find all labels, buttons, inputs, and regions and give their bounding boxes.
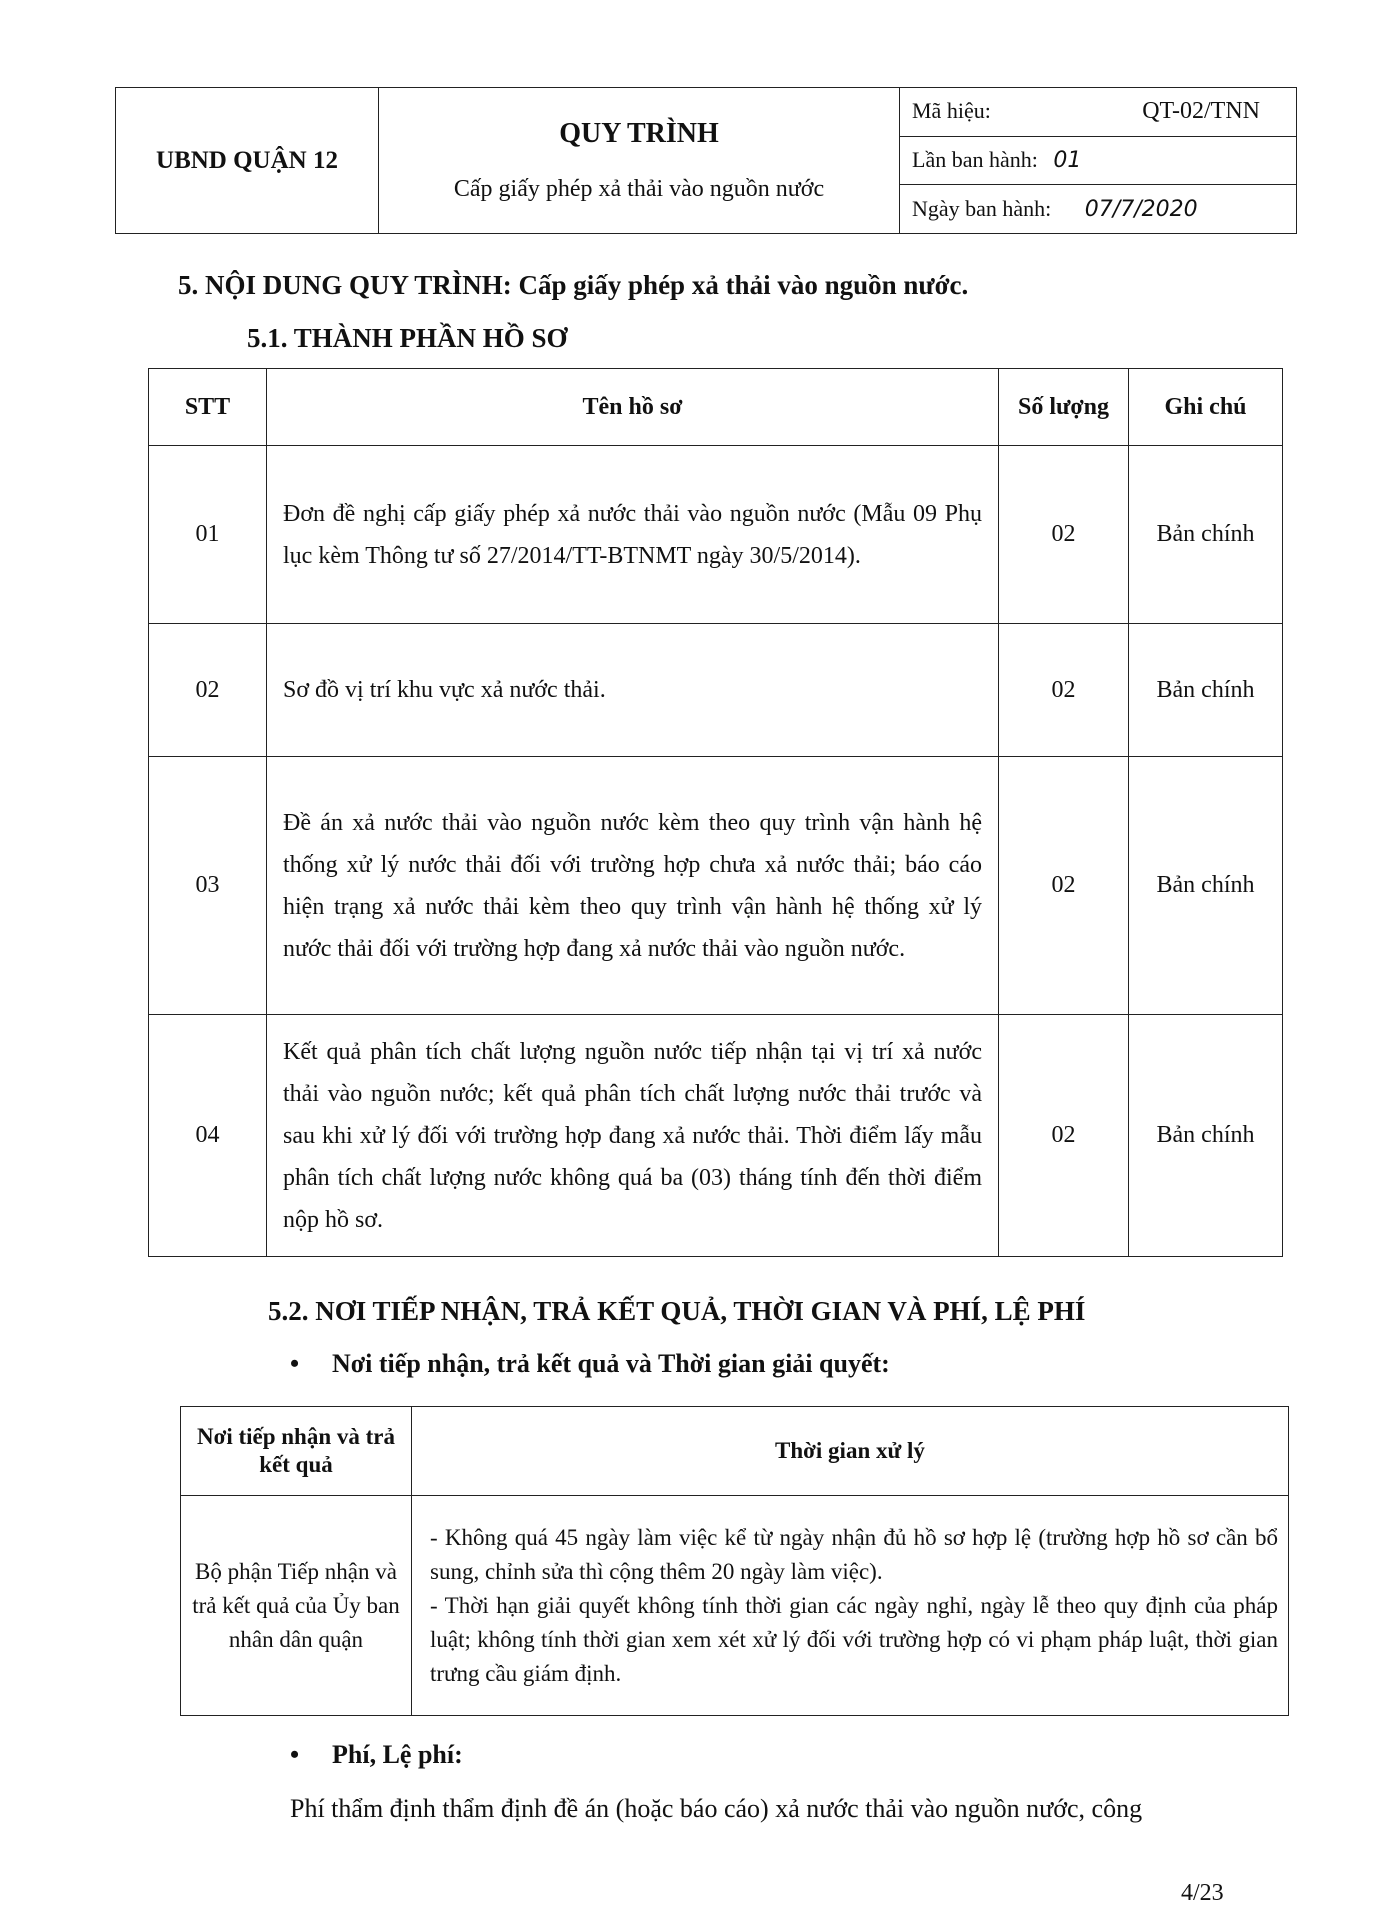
code-cell (900, 88, 1297, 137)
bullet-dot-icon: • (290, 1349, 300, 1378)
date-label: Ngày ban hành: (912, 196, 1052, 222)
row-qty: 02 (999, 624, 1129, 757)
bullet-fees-text: Phí, Lệ phí: (332, 1740, 463, 1769)
procedure-title: QUY TRÌNH (559, 118, 719, 149)
section-5-1-title: 5.1. THÀNH PHẦN HỒ SƠ (247, 323, 568, 353)
col-name: Tên hồ sơ (267, 369, 999, 446)
section-5-title: 5. NỘI DUNG QUY TRÌNH: Cấp giấy phép xả thải vào nguồn nước. (178, 270, 969, 300)
table-row (181, 1496, 1289, 1716)
table-row (149, 757, 1283, 1015)
date-cell (900, 185, 1297, 234)
row-note: Bản chính (1129, 1015, 1283, 1257)
col-place: Nơi tiếp nhận và trả kết quả (181, 1407, 412, 1496)
row-name: Sơ đồ vị trí khu vực xả nước thải. (267, 624, 999, 757)
receiving-place: Bộ phận Tiếp nhận và trả kết quả của Ủy ban nhân dân quận (181, 1496, 412, 1716)
row-qty: 02 (999, 757, 1129, 1015)
row-stt: 01 (149, 446, 267, 624)
bullet-fees (290, 1740, 463, 1770)
time-line-1: - Không quá 45 ngày làm việc kể từ ngày nhận đủ hồ sơ hợp lệ (trường hợp hồ sơ cần bổ sung, chỉnh sửa thì cộng thêm 20 ngày làm việc). (430, 1524, 1278, 1584)
col-stt: STT (149, 369, 267, 446)
row-stt: 03 (149, 757, 267, 1015)
bullet-receiving-text: Nơi tiếp nhận, trả kết quả và Thời gian giải quyết: (332, 1349, 890, 1378)
row-qty: 02 (999, 1015, 1129, 1257)
issue-value: 01 (1053, 148, 1082, 174)
table-header-row (149, 369, 1283, 446)
procedure-subtitle: Cấp giấy phép xả thải vào nguồn nước (453, 176, 825, 202)
time-line-2: - Thời hạn giải quyết không tính thời gian các ngày nghỉ, ngày lễ theo quy định của pháp luật; không tính thời gian xem xét xử lý đối với trường hợp có vi phạm pháp luật, thời gian trưng cầu giám định. (430, 1592, 1278, 1686)
processing-time-table (180, 1406, 1289, 1716)
table-row (149, 1015, 1283, 1257)
row-name: Đề án xả nước thải vào nguồn nước kèm theo quy trình vận hành hệ thống xử lý nước thải đối với trường hợp chưa xả nước thải; báo cáo hiện trạng xả nước thải kèm theo quy trình vận hành hệ thống xử lý nước thải đối với trường hợp đang xả nước thải vào nguồn nước. (267, 757, 999, 1015)
bullet-receiving (290, 1349, 890, 1379)
fee-paragraph: Phí thẩm định thẩm định đề án (hoặc báo cáo) xả nước thải vào nguồn nước, công (290, 1794, 1143, 1823)
section-5-2-title: 5.2. NƠI TIẾP NHẬN, TRẢ KẾT QUẢ, THỜI GIAN VÀ PHÍ, LỆ PHÍ (268, 1296, 1086, 1326)
row-name: Đơn đề nghị cấp giấy phép xả nước thải vào nguồn nước (Mẫu 09 Phụ lục kèm Thông tư số 27/2014/TT-BTNMT ngày 30/5/2014). (267, 446, 999, 624)
table-row (149, 446, 1283, 624)
document-header (115, 87, 1297, 234)
col-note: Ghi chú (1129, 369, 1283, 446)
issue-cell (900, 136, 1297, 185)
org-name: UBND QUẬN 12 (116, 88, 379, 234)
row-stt: 02 (149, 624, 267, 757)
table-row (149, 624, 1283, 757)
issue-label: Lần ban hành: (912, 147, 1038, 173)
code-value: QT-02/TNN (1142, 98, 1260, 125)
page-number: 4/23 (1181, 1880, 1224, 1906)
procedure-title-cell (379, 88, 900, 234)
bullet-dot-icon: • (290, 1740, 300, 1769)
code-label: Mã hiệu: (912, 98, 991, 124)
row-note: Bản chính (1129, 757, 1283, 1015)
date-value: 07/7/2020 (1084, 197, 1198, 223)
row-name: Kết quả phân tích chất lượng nguồn nước tiếp nhận tại vị trí xả nước thải vào nguồn nước; kết quả phân tích chất lượng nước thải trước và sau khi xử lý đối với trường hợp đang xả nước thải. Thời điểm lấy mẫu phân tích chất lượng nước không quá ba (03) tháng tính đến thời điểm nộp hồ sơ. (267, 1015, 999, 1257)
documents-table (148, 368, 1283, 1257)
table-header-row (181, 1407, 1289, 1496)
col-qty: Số lượng (999, 369, 1129, 446)
row-qty: 02 (999, 446, 1129, 624)
row-note: Bản chính (1129, 624, 1283, 757)
col-time: Thời gian xử lý (412, 1407, 1289, 1496)
row-stt: 04 (149, 1015, 267, 1257)
row-note: Bản chính (1129, 446, 1283, 624)
processing-time (412, 1496, 1289, 1716)
